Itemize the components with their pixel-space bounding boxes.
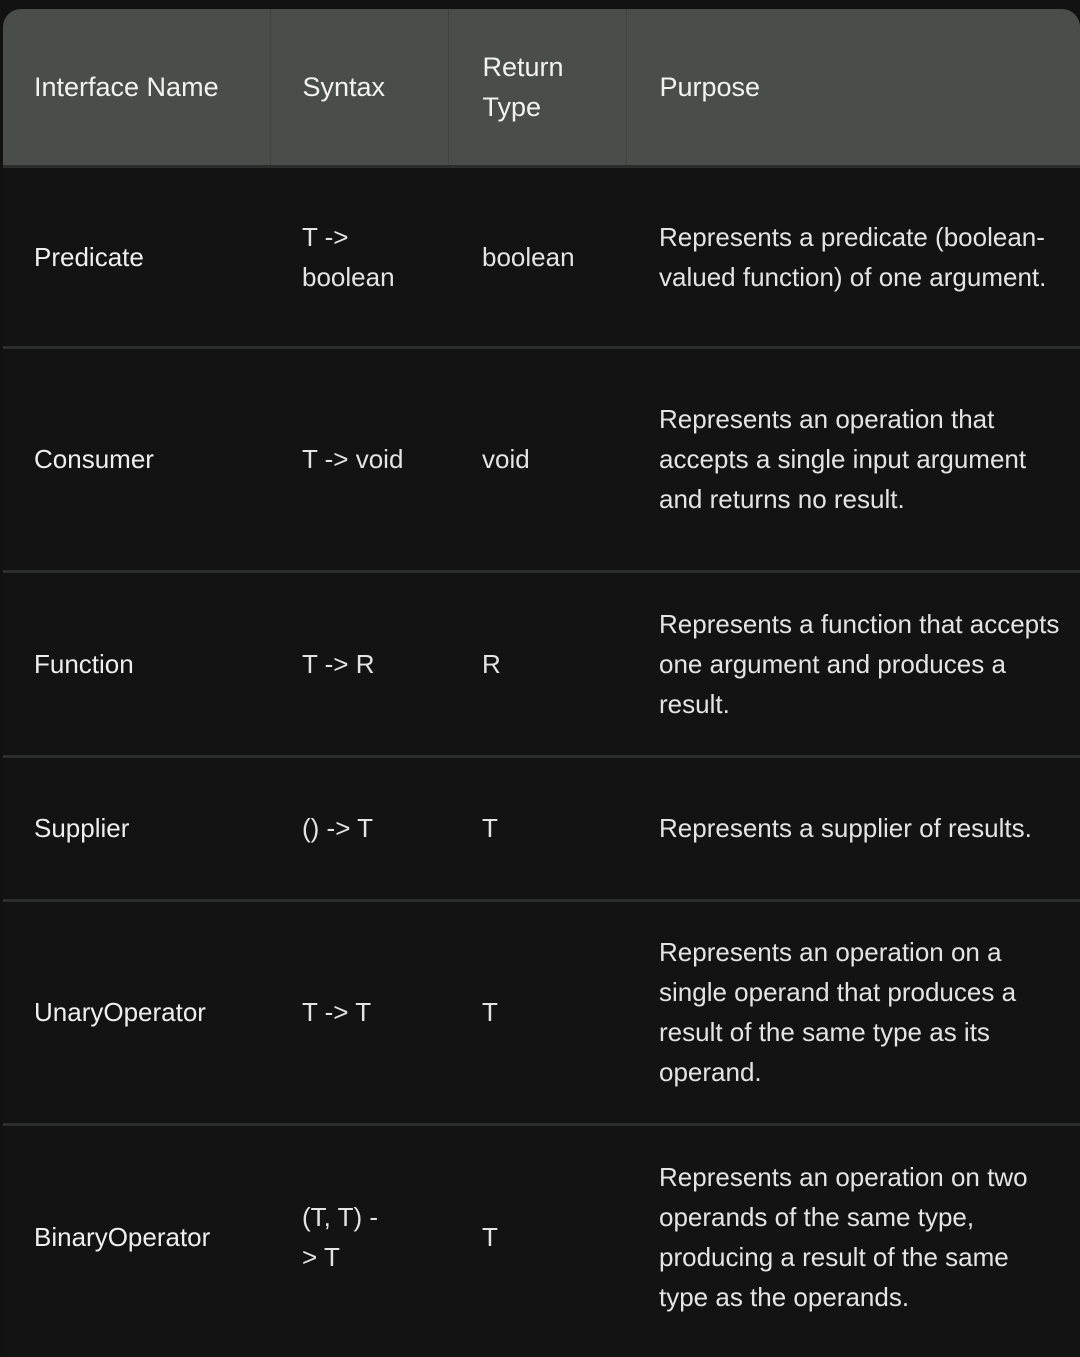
table-body (3, 166, 1080, 1348)
cell-purpose: Represents an operation on a single operand that produces a result of the same type as its operand. (659, 937, 1017, 1087)
header-interface-name: Interface Name (3, 9, 270, 166)
cell-syntax: T -> boolean (302, 221, 395, 292)
table-header (3, 9, 1080, 166)
header-row (3, 9, 1080, 166)
cell-return-type: R (482, 648, 501, 679)
cell-return-type: T (482, 813, 498, 843)
cell-syntax: T -> T (302, 997, 372, 1027)
cell-return-type: boolean (482, 241, 575, 272)
functional-interfaces-table-container (3, 9, 1080, 1357)
cell-syntax: () -> T (302, 813, 374, 843)
cell-syntax: T -> R (302, 648, 375, 679)
cell-return-type: T (482, 997, 498, 1027)
cell-interface-name: Supplier (34, 813, 130, 843)
cell-interface-name: BinaryOperator (34, 1221, 211, 1252)
cell-purpose: Represents a function that accepts one argument and produces a result. (659, 608, 1060, 719)
table-row (3, 756, 1080, 900)
cell-purpose: Represents a predicate (boolean-valued function) of one argument. (659, 221, 1047, 292)
cell-return-type: T (482, 1221, 498, 1252)
table-row (3, 347, 1080, 571)
cell-purpose: Represents an operation on two operands of the same type, producing a result of the same type as the operands. (659, 1161, 1028, 1312)
cell-syntax: T -> void (302, 444, 404, 474)
cell-return-type: void (482, 444, 530, 474)
cell-interface-name: Predicate (34, 241, 144, 272)
functional-interfaces-table (3, 9, 1080, 1348)
cell-purpose: Represents a supplier of results. (659, 813, 1032, 843)
cell-interface-name: Function (34, 648, 134, 679)
header-syntax: Syntax (270, 9, 448, 166)
cell-syntax: (T, T) -> T (302, 1201, 379, 1272)
cell-interface-name: Consumer (34, 444, 154, 474)
table-row (3, 900, 1080, 1124)
table-row (3, 1124, 1080, 1348)
header-purpose: Purpose (659, 71, 761, 102)
cell-interface-name: UnaryOperator (34, 997, 206, 1027)
header-return-type: Return Type (448, 9, 626, 166)
table-row (3, 166, 1080, 347)
cell-purpose: Represents an operation that accepts a single input argument and returns no result. (659, 404, 1027, 514)
table-row (3, 571, 1080, 756)
